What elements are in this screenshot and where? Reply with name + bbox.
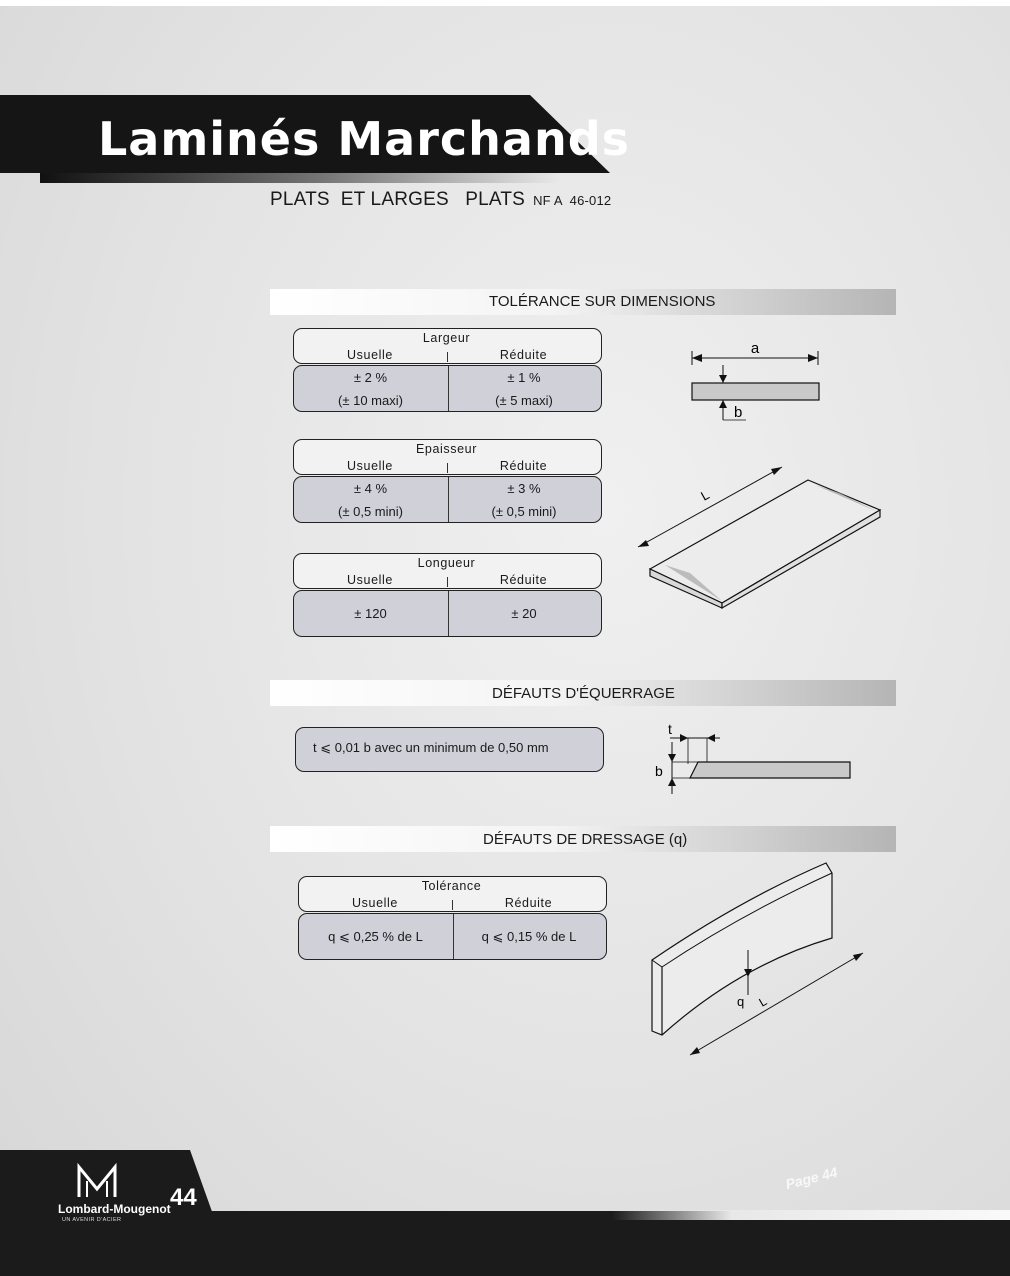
epaisseur-reduite-min: (± 0,5 mini) <box>491 504 557 519</box>
largeur-usuelle-max: (± 10 maxi) <box>338 393 403 408</box>
equerrage-formula: t ⩽ 0,01 b avec un minimum de 0,50 mm <box>313 740 549 755</box>
longueur-reduite-value: ± 20 <box>511 606 537 621</box>
dimension-b-label-squareness: b <box>655 763 663 779</box>
section-title-equerrage: DÉFAUTS D'ÉQUERRAGE <box>492 685 675 702</box>
largeur-usuelle-percent: ± 2 % <box>353 370 388 385</box>
epaisseur-label: Epaisseur <box>416 442 477 456</box>
section-title-dimensions: TOLÉRANCE SUR DIMENSIONS <box>489 293 716 310</box>
straightness-defect-diagram <box>640 855 880 1060</box>
largeur-header-divider <box>447 352 448 362</box>
page-number: 44 <box>170 1184 197 1211</box>
dressage-col-usuelle: Usuelle <box>352 896 398 910</box>
epaisseur-col-reduite: Réduite <box>499 459 548 473</box>
norm-reference: NF A 46-012 <box>533 193 612 208</box>
epaisseur-col-usuelle: Usuelle <box>347 459 393 473</box>
page-top-edge <box>0 0 1010 6</box>
epaisseur-usuelle-percent: ± 4 % <box>353 481 388 496</box>
page-title: Laminés Marchands <box>98 112 631 166</box>
length-L-label-dressage: L <box>756 994 770 1010</box>
dressage-col-reduite: Réduite <box>504 896 553 910</box>
longueur-col-reduite: Réduite <box>499 573 548 587</box>
longueur-header-divider <box>447 577 448 587</box>
dressage-header-divider <box>452 900 453 910</box>
page-subtitle <box>270 189 611 211</box>
title-banner-shadow <box>40 173 560 183</box>
flat-bar-perspective-diagram <box>630 455 890 620</box>
longueur-usuelle-value: ± 120 <box>354 606 387 621</box>
footer-shade <box>612 1210 1010 1220</box>
epaisseur-header-divider <box>447 463 448 473</box>
section-title-dressage: DÉFAUTS DE DRESSAGE (q) <box>483 831 688 848</box>
largeur-label: Largeur <box>422 331 471 345</box>
largeur-col-usuelle: Usuelle <box>347 348 393 362</box>
longueur-label: Longueur <box>417 556 476 570</box>
brand-name: Lombard-Mougenot <box>58 1202 171 1216</box>
epaisseur-usuelle-min: (± 0,5 mini) <box>338 504 403 519</box>
brand-logo-icon <box>75 1163 119 1199</box>
subtitle-text: PLATS ET LARGES PLATS <box>270 189 526 210</box>
deflection-q-label: q <box>737 994 745 1009</box>
dressage-label: Tolérance <box>421 879 482 893</box>
dressage-usuelle-value: q ⩽ 0,25 % de L <box>328 929 423 944</box>
dimension-t-label: t <box>668 721 672 737</box>
squareness-defect-diagram <box>650 718 855 798</box>
dimension-b-label: b <box>734 404 743 421</box>
largeur-reduite-percent: ± 1 % <box>507 370 541 385</box>
footer-band <box>0 1211 1010 1276</box>
epaisseur-reduite-percent: ± 3 % <box>507 481 541 496</box>
page-watermark: Page 44 <box>783 1163 840 1193</box>
longueur-col-usuelle: Usuelle <box>347 573 393 587</box>
largeur-reduite-max: (± 5 maxi) <box>495 393 553 408</box>
brand-tagline: UN AVENIR D'ACIER <box>62 1217 122 1223</box>
dressage-reduite-value: q ⩽ 0,15 % de L <box>481 929 577 944</box>
dimension-a-label: a <box>750 340 760 357</box>
length-L-label: L <box>698 486 712 504</box>
largeur-col-reduite: Réduite <box>499 348 548 362</box>
section-width-thickness-diagram <box>680 335 840 430</box>
